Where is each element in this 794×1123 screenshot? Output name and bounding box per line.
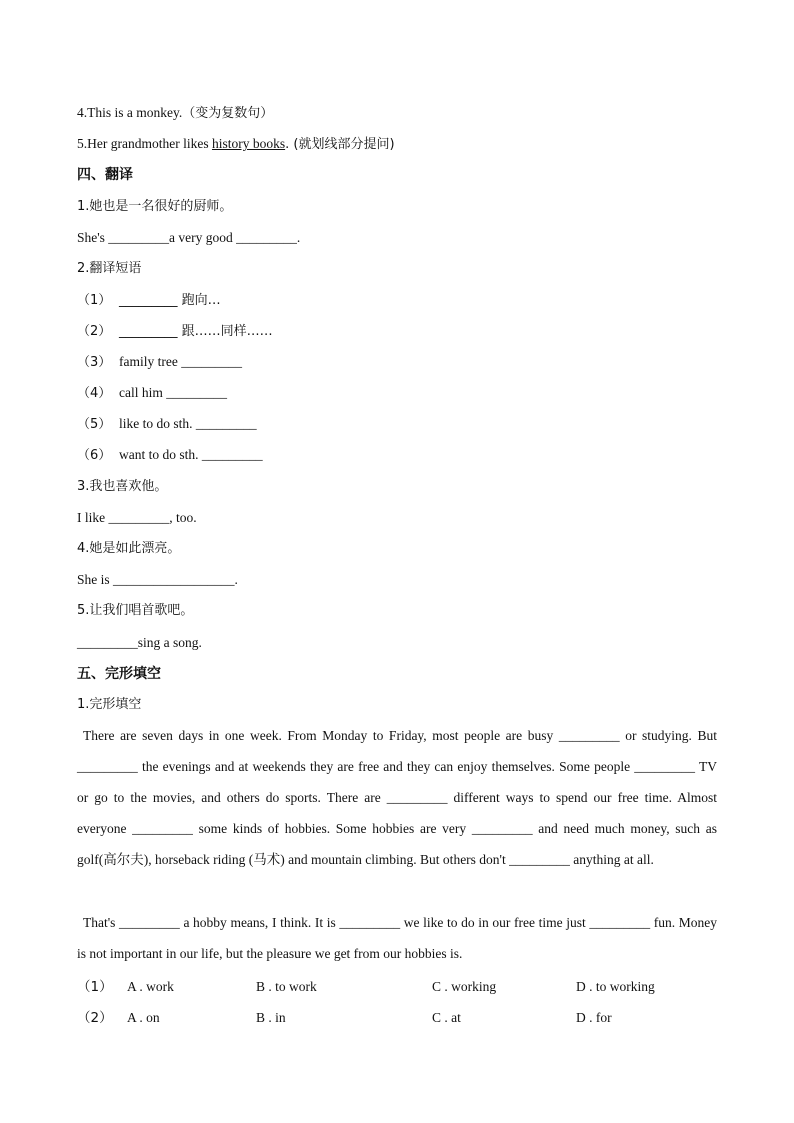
phrase-item	[77, 415, 257, 434]
translate-q3-cn: 3.我也喜欢他。	[77, 479, 168, 494]
option-row-index: （1）	[77, 979, 113, 995]
option-row-index: （2）	[77, 1010, 113, 1026]
question-3-5	[77, 135, 395, 154]
item-text: _________ 跑向…	[119, 293, 221, 308]
item-text: like to do sth. _________	[119, 416, 257, 431]
item-index: （6）	[77, 448, 112, 463]
question-text: 4.This is a monkey.	[77, 105, 183, 120]
item-index: （5）	[77, 417, 112, 432]
phrase-item	[77, 446, 263, 465]
cloze-passage-paragraph-2: That's _________ a hobby means, I think. It is _________ we like to do in our free time just _________ fun. Money is not important in our life, but the pleasure we get from our hobbies is.	[77, 915, 717, 961]
question-prefix: 5.Her grandmother likes	[77, 136, 212, 151]
item-text: _________ 跟……同样……	[119, 324, 273, 339]
item-index: （1）	[77, 293, 112, 308]
item-text: call him _________	[119, 385, 227, 400]
question-3-4	[77, 104, 273, 123]
phrase-item	[77, 322, 273, 341]
option-a: A . work	[127, 979, 174, 994]
item-text: family tree _________	[119, 354, 242, 369]
item-index: （4）	[77, 386, 112, 401]
option-d: D . to working	[576, 979, 655, 994]
translate-q5-cn: 5.让我们唱首歌吧。	[77, 603, 194, 618]
translate-q5-en: _________sing a song.	[77, 635, 202, 650]
cloze-title: 1.完形填空	[77, 697, 142, 712]
section-4-heading: 四、翻译	[77, 167, 133, 183]
translate-q2-title: 2.翻译短语	[77, 261, 142, 276]
option-b: B . in	[256, 1010, 286, 1025]
question-suffix: . (就划线部分提问)	[285, 137, 395, 152]
phrase-item	[77, 353, 242, 372]
option-a: A . on	[127, 1010, 160, 1025]
section-5-heading: 五、完形填空	[77, 666, 161, 682]
item-index: （2）	[77, 324, 112, 339]
translate-q3-en: I like _________, too.	[77, 510, 197, 525]
question-note: （变为复数句）	[182, 106, 274, 121]
option-b: B . to work	[256, 979, 317, 994]
cloze-passage-paragraph-1: There are seven days in one week. From Monday to Friday, most people are busy _________ or studying. But _________ the evenings and at weekends they are free and they can enjoy themselves. Some people _________ TV or go to the movies, and others do sports. There are _________ different ways to spend our free time. Almost everyone _________ some kinds of hobbies. Some hobbies are very _________ and need much money, such as golf(高尔夫), horseback riding (马术) and mountain climbing. But others don't _________ anything at all.	[77, 728, 717, 867]
phrase-item	[77, 384, 227, 403]
underlined-phrase: history books	[211, 136, 286, 151]
translate-q1-en: She's _________a very good _________.	[77, 230, 301, 245]
option-c: C . at	[432, 1010, 461, 1025]
item-text: want to do sth. _________	[119, 447, 263, 462]
item-index: （3）	[77, 355, 112, 370]
phrase-item	[77, 291, 221, 310]
option-c: C . working	[432, 979, 497, 994]
translate-q4-en: She is __________________.	[77, 572, 238, 587]
translate-q1-cn: 1.她也是一名很好的厨师。	[77, 199, 233, 214]
option-d: D . for	[576, 1010, 612, 1025]
translate-q4-cn: 4.她是如此漂亮。	[77, 541, 181, 556]
